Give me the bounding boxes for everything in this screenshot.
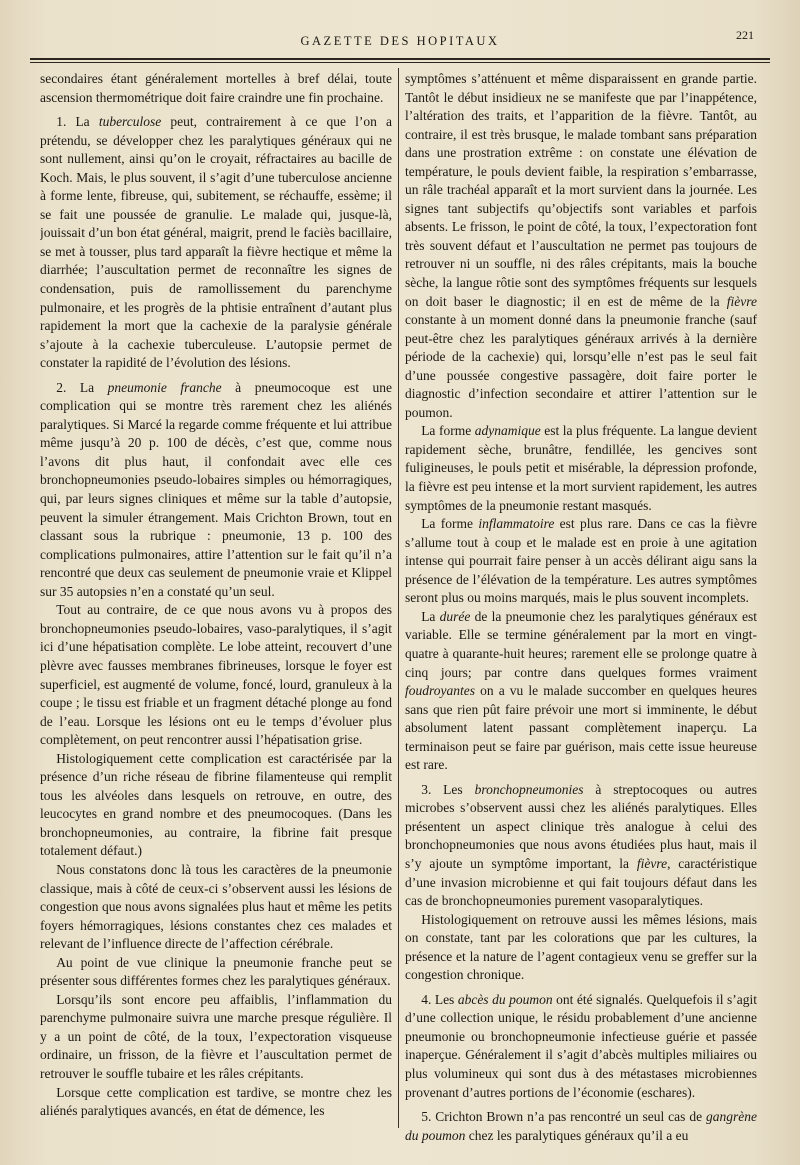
- paragraph: Histologiquement on retrouve aussi les mêmes lésions, mais on constate, tant par les colorations que par les cultures, la présence et la nature de l’agent contagieux venu se greffer sur la congestion chronique.: [405, 911, 757, 983]
- term-tuberculose: tuberculose: [98, 114, 162, 130]
- paragraph: Au point de vue clinique la pneumonie franche peut se présenter sous différentes formes chez les paralytiques généraux.: [40, 954, 392, 989]
- paragraph-gangrene: 5. Crichton Brown n’a pas rencontré un seul cas de gangrène du poumon chez les paralytiques généraux qu’il a eu: [405, 1109, 757, 1143]
- term-inflammatoire: inflammatoire: [478, 516, 555, 532]
- term-adynamique: adynamique: [474, 423, 541, 439]
- left-column: [40, 70, 392, 1150]
- paragraph: Lorsque cette complication est tardive, se montre chez les aliénés paralytiques avancés, en état de démence, les: [40, 1084, 392, 1119]
- term-duree: durée: [439, 608, 471, 624]
- term-abces-du-poumon: abcès du poumon: [457, 991, 553, 1007]
- column-divider: [398, 68, 399, 1128]
- term-fievre: fièvre: [726, 293, 757, 309]
- paragraph-forme-inflammatoire: La forme inflammatoire est plus rare. Dans ce cas la fièvre s’allume tout à coup et le malade est en proie à une agitation intense qui pourrait faire penser à un accès délirant aigu sans la présence de l’élévation de la température. Les autres symptômes seront plus ou moins marqués, mais le plus souvent incomplets.: [405, 516, 757, 606]
- paragraph: Histologiquement cette complication est caractérisée par la présence d’un riche réseau de fibrine filamenteuse qui remplit tous les alvéoles dans lesquels on retrouve, en outre, des leucocytes en grand nombre et des pneumocoques. (Dans les bronchopneumonies, au contraire, la fibrine fait presque totalement défaut.): [40, 750, 392, 859]
- paragraph: secondaires étant généralement mortelles à bref délai, toute ascension thermométrique doit faire craindre une fin prochaine.: [40, 71, 392, 105]
- term-gangrene-du-poumon: gangrène du poumon: [405, 1109, 757, 1143]
- paragraph-forme-adynamique: La forme adynamique est la plus fréquente. La langue devient rapidement sèche, brunâtre, fendillée, les gencives sont fuligineuses, le pouls petit et misérable, la dépression profonde, la fièvre est peu intense et la mort survient rapidement, les autres symptômes de la pneumonie restant masqués.: [405, 423, 757, 513]
- paragraph: Nous constatons donc là tous les caractères de la pneumonie classique, mais à côté de ceux-ci s’observent aussi les lésions de congestion que nous avons signalées plus haut et même les petits foyers hémorragiques, lésions constantes chez ces malades et relevant de l’influence directe de l’affection cérébrale.: [40, 861, 392, 952]
- paragraph-pneumonie-franche: 2. La pneumonie franche à pneumocoque est une complication qui se montre très rarement chez les aliénés paralytiques. Si Marcé la regarde comme fréquente et lui attribue même jusqu’à 20 p. 100 de décès, c’est que, comme nous l’avons dit plus haut, il confondait avec elle ces bronchopneumonies pseudo-lobaires simples ou hémorragiques, qui, par leurs signes cliniques et même sur la table d’autopsie, peuvent la simuler étrangement. Mais Crichton Brown, tout en classant sous la rubrique : pneumonie, 13 p. 100 des complications pulmonaires, attire l’attention sur le fait qu’il n’a rencontré que deux cas seulement de pneumonie vraie et Klippel sur 35 autopsies n’en a constaté qu’un seul.: [40, 379, 392, 599]
- term-foudroyantes: foudroyantes: [405, 683, 475, 699]
- header-rule-thick: [30, 58, 770, 60]
- page-number: 221: [736, 28, 754, 42]
- paragraph-tuberculose: 1. La tuberculose peut, contrairement à ce que l’on a prétendu, se développer chez les paralytiques généraux qui ne sont nullement, ainsi qu’on le croyait, réfractaires au bacille de Koch. Mais, le plus souvent, il s’agit d’une tuberculose ancienne à forme lente, fibreuse, qui, subitement, se réchauffe, essème; il se fait une poussée de granulie. Le malade qui, jusque-là, jouissait d’un bon état général, maigrit, prend le faciès bacillaire, se met à tousser, plus tard apparaît la fièvre hectique et même la diarrhée; l’auscultation permet de reconnaître les signes de condensation, puis de ramollissement du parenchyme pulmonaire, et les progrès de la phtisie entraînent d’autant plus rapidement la mort que la cachexie de la paralysie générale s’ajoute à la cachexie tuberculeuse. L’autopsie permet de constater la rapidité de l’évolution des lésions.: [40, 114, 392, 371]
- page-header: [40, 28, 760, 52]
- paragraph-duree: La durée de la pneumonie chez les paralytiques généraux est variable. Elle se termine généralement par la mort en vingt-quatre à quarante-huit heures; rarement elle se prolonge quatre à cinq jours; par contre dans quelques formes vraiment foudroyantes on a vu le malade succomber en quelques heures sans que rien pût faire prévoir une mort si imminente, le début absolument latent passant complètement inaperçu. La terminaison peut se faire par guérison, mais cette issue heureuse est rare.: [405, 608, 757, 773]
- paragraph: Tout au contraire, de ce que nous avons vu à propos des bronchopneumonies pseudo-lobaires, vaso-paralytiques, il s’agit ici d’une hépatisation complète. Le lobe atteint, recouvert d’une plèvre avec fausses membranes fibrineuses, lorsque le foyer est superficiel, est augmenté de volume, foncé, lourd, granuleux à la coupe ; le tissu est friable et un fragment détaché plonge au fond de l’eau. Lorsque les lésions ont eu le temps d’évoluer plus complètement, on peut rencontrer aussi l’hépatisation grise.: [40, 602, 392, 748]
- term-bronchopneumonies: bronchopneumonies: [474, 781, 584, 797]
- paragraph: Lorsqu’ils sont encore peu affaiblis, l’inflammation du parenchyme pulmonaire suivra une marche presque régulière. Il y a un point de côté, de la toux, l’expectoration visqueuse ordinaire, un frisson, de la fièvre et l’auscultation permet de retrouver le souffle tubaire et les râles crépitants.: [40, 991, 392, 1081]
- paragraph-bronchopneumonies: 3. Les bronchopneumonies à streptocoques ou autres microbes s’observent aussi chez les aliénés paralytiques. Elles présentent un aspect clinique très analogue à celui des bronchopneumonies que nous avons étudiées plus haut, mais il s’y ajoute un symptôme important, la fièvre, caractéristique d’une invasion microbienne et qui fait toujours défaut dans les cas de bronchopneumonies purement vasoparalytiques.: [405, 781, 757, 909]
- header-rule-thin: [30, 62, 770, 63]
- paragraph-abces: 4. Les abcès du poumon ont été signalés. Quelquefois il s’agit d’une collection unique, le résidu probablement d’une ancienne pneumonie ou bronchopneumonie infectieuse guérie et passée inaperçue. Généralement il s’agit d’abcès multiples miliaires ou plus volumineux qui sont dus à des métastases microbiennes provenant d’autres portions de l’économie (eschares).: [405, 991, 757, 1100]
- paragraph: symptômes s’atténuent et même disparaissent en grande partie. Tantôt le début insidieux ne se manifeste que par l’inappétence, l’altération des traits, et l’apparition de la fièvre. Tantôt, au contraire, il est très brusque, le malade tombant sans préparation dans une prostration extrême : on constate une élévation de température, le pouls devient faible, la respiration s’embarrasse, un râle trachéal apparaît et la mort survient dans la journée. Les signes tant subjectifs qu’objectifs sont variables et parfois absents. Le frisson, le point de côté, la toux, l’expectoration font très souvent défaut et l’auscultation ne permet pas toujours de retrouver ni un souffle, ni des râles crépitants, mais la bouche sèche, la langue rôtie sont des symptômes fréquents sur lesquels on doit baser le diagnostic; il en est de même de la fièvre constante à un moment donné dans la pneumonie franche (sauf peut-être chez les paralytiques généraux arrivés à la dernière période de la cachexie) qui, lorsqu’elle n’est pas le seul fait d’une poussée congestive passagère, doit faire porter le diagnostic d’infection secondaire et attirer l’attention sur le poumon.: [405, 71, 757, 420]
- right-column: [405, 70, 757, 1150]
- running-title: GAZETTE DES HOPITAUX: [300, 34, 500, 48]
- term-fievre-2: fièvre: [636, 855, 668, 871]
- term-pneumonie-franche: pneumonie franche: [107, 379, 222, 395]
